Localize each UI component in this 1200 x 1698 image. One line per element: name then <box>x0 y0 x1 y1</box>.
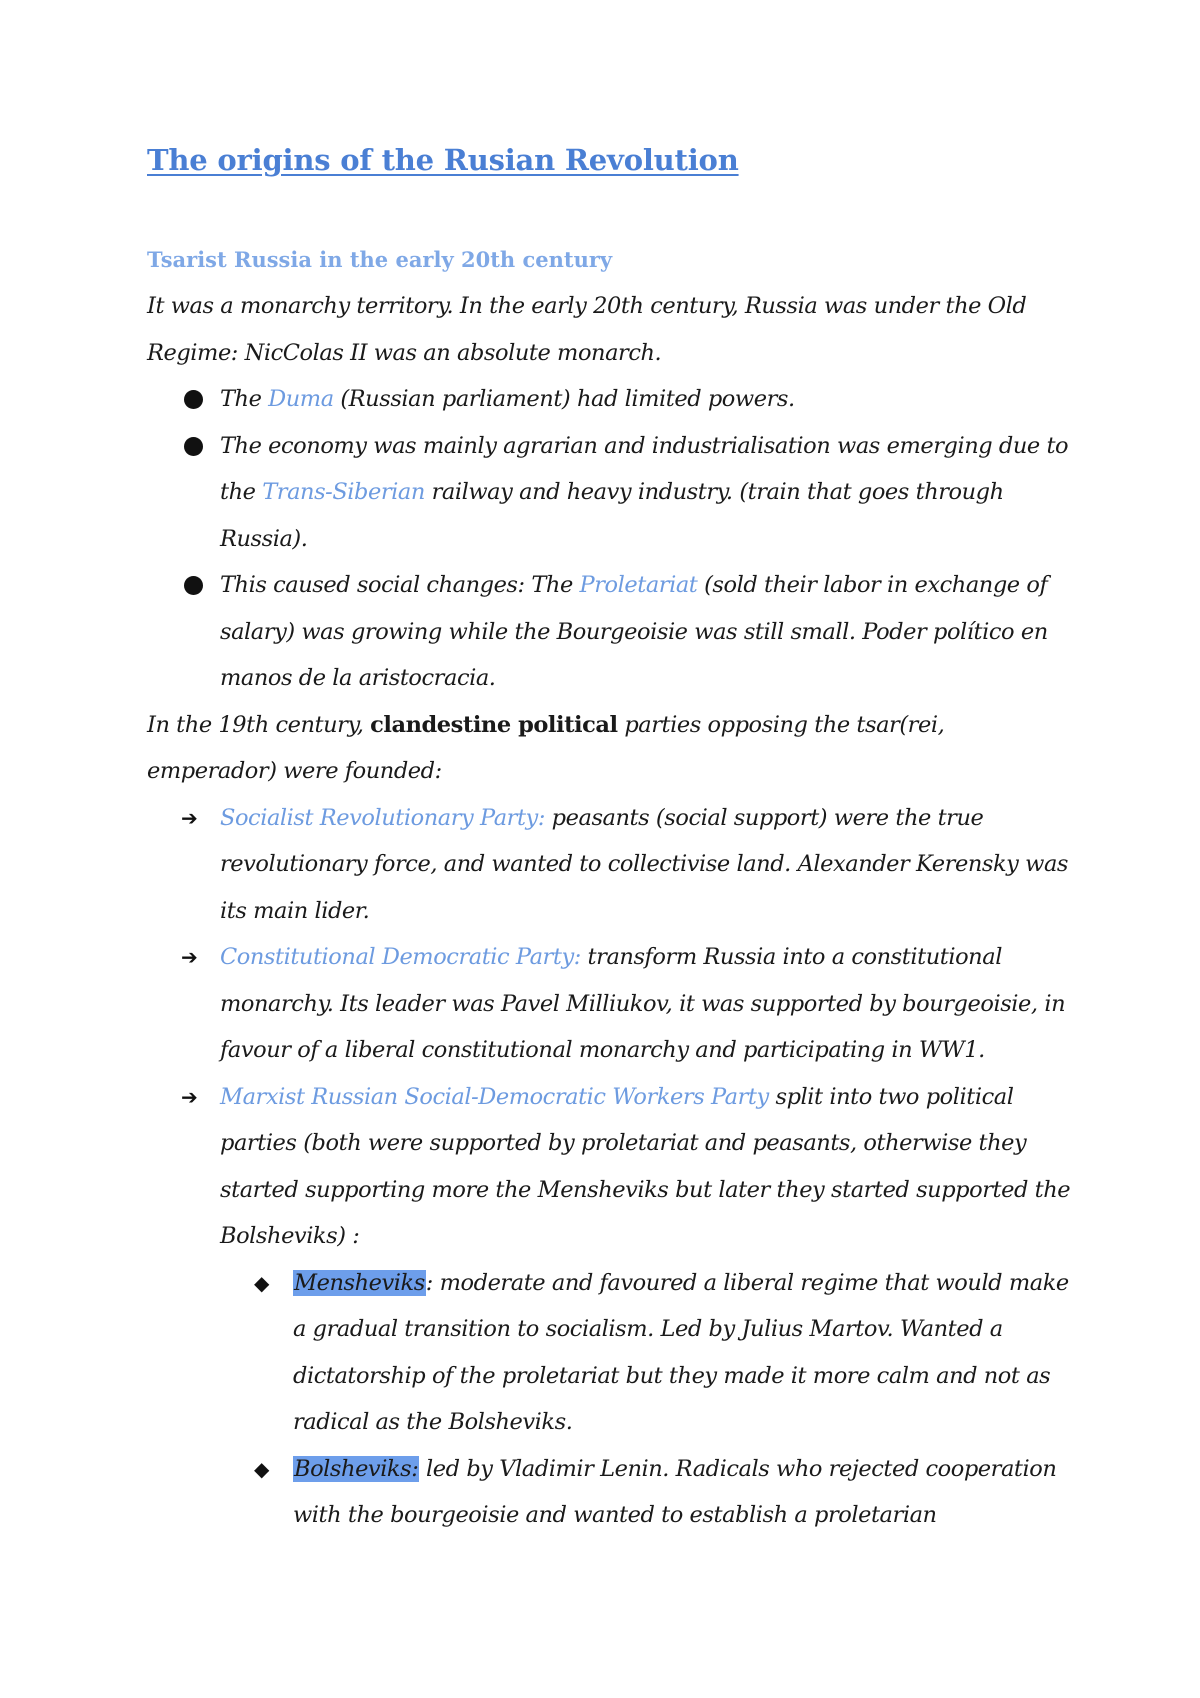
party-name: Marxist Russian Social-Democratic Workers Party <box>220 1083 769 1110</box>
document-body <box>147 283 1077 1539</box>
paragraph-text: In the 19th century, <box>147 711 371 738</box>
list-item <box>147 376 1077 423</box>
diamond-bullet-icon: ◆ <box>254 1456 269 1481</box>
highlighted-faction-name: Bolsheviks: <box>294 1455 419 1482</box>
item-text: split into two political parties (both were supported by proletariat and peasants, otherwise they started supporting more the Mensheviks but later they started supported the Bolsheviks) : <box>220 1083 1071 1249</box>
section-heading: Tsarist Russia in the early 20th century <box>147 247 613 272</box>
factions-list <box>147 1260 1077 1539</box>
bullet-dot-icon <box>184 437 203 456</box>
key-term: Proletariat <box>579 572 698 598</box>
item-text: : moderate and favoured a liberal regime that would make a gradual transition to socialism. Led by Julius Martov. Wanted a dictatorship of the proletariat but they made it more calm and not as radical as the Bolsheviks. <box>293 1269 1069 1435</box>
list-item <box>147 1260 1077 1446</box>
bullet-dot-icon <box>184 576 203 595</box>
item-text: The <box>220 386 269 412</box>
page-title: The origins of the Rusian Revolution <box>147 143 739 177</box>
item-text: railway and heavy industry. (train that goes through Russia). <box>220 479 1004 552</box>
list-item <box>147 795 1077 935</box>
list-item <box>147 423 1077 563</box>
arrow-right-icon: ➔ <box>181 805 198 830</box>
highlighted-faction-name: Mensheviks <box>294 1269 425 1296</box>
party-name: Socialist Revolutionary Party: <box>220 804 545 831</box>
list-item <box>147 1446 1077 1539</box>
bold-phrase: clandestine political <box>370 711 618 738</box>
parties-intro-paragraph <box>147 702 1077 795</box>
item-text: transform Russia into a constitutional monarchy. Its leader was Pavel Milliukov, it was supported by bourgeoisie, in favour of a liberal constitutional monarchy and participating in WW1. <box>220 944 1066 1063</box>
key-term: Duma <box>268 386 334 412</box>
list-item <box>147 934 1077 1074</box>
item-text: (sold their labor in exchange of salary) was growing while the Bourgeoisie was still small. Poder político en manos de la aristocracia. <box>220 572 1048 691</box>
item-text: The economy was mainly agrarian and industrialisation was emerging due to the <box>220 432 1069 505</box>
item-text: (Russian parliament) had limited powers. <box>333 386 795 412</box>
diamond-bullet-icon: ◆ <box>254 1270 269 1295</box>
parties-list <box>147 795 1077 1260</box>
item-text: peasants (social support) were the true revolutionary force, and wanted to collectivise land. Alexander Kerensky was its main lider. <box>220 804 1069 924</box>
item-text: This caused social changes: The <box>220 572 580 598</box>
list-item <box>147 562 1077 702</box>
key-term: Trans-Siberian <box>262 479 425 505</box>
party-name: Constitutional Democratic Party: <box>220 944 581 970</box>
item-text: led by Vladimir Lenin. Radicals who rejected cooperation with the bourgeoisie and wanted to establish a proletarian <box>293 1455 1057 1528</box>
intro-paragraph: It was a monarchy territory. In the early 20th century, Russia was under the Old Regime: NicColas II was an absolute monarch. <box>147 293 1027 366</box>
paragraph-text: parties opposing the tsar(rei, emperador) were founded: <box>147 711 945 784</box>
arrow-right-icon: ➔ <box>181 1084 198 1109</box>
list-item <box>147 1074 1077 1260</box>
bullet-list <box>147 376 1077 702</box>
bullet-dot-icon <box>184 390 203 409</box>
arrow-right-icon: ➔ <box>181 945 198 969</box>
